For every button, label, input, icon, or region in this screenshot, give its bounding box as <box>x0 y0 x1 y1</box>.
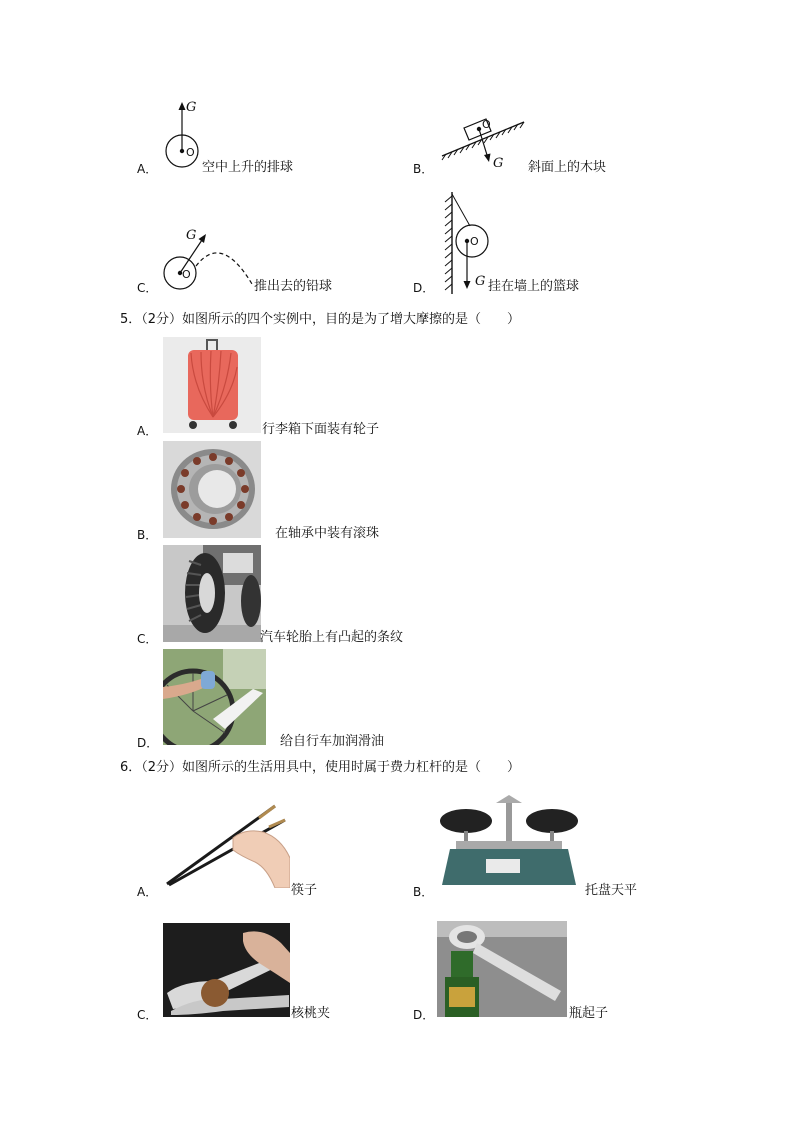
chopsticks-image <box>163 798 290 888</box>
q5-option-c-text: 汽车轮胎上有凸起的条纹 <box>260 630 404 645</box>
q5-option-b-letter: B． <box>137 528 158 542</box>
q6-option-b-letter: B． <box>413 885 434 899</box>
q4-d-point-label: O <box>470 235 479 248</box>
q5-option-d-letter: D． <box>137 736 159 750</box>
q4-diagram-c <box>160 226 260 294</box>
q4-option-b-text: 斜面上的木块 <box>528 160 607 175</box>
q5-option-a-letter: A． <box>137 424 158 438</box>
q5-stem: 5．（2分）如图所示的四个实例中，目的是为了增大摩擦的是（ ） <box>120 312 521 327</box>
bearing-image <box>163 441 261 538</box>
q5-option-a-text: 行李箱下面装有轮子 <box>262 422 380 437</box>
q6-option-c-text: 核桃夹 <box>291 1006 331 1021</box>
q4-a-point-label: O <box>186 146 195 159</box>
q6-option-c-letter: C． <box>137 1008 158 1022</box>
q4-option-d-text: 挂在墙上的篮球 <box>488 279 580 294</box>
q6-option-a-text: 筷子 <box>291 883 318 898</box>
q4-a-force-label: G <box>186 100 197 115</box>
q5-option-c-letter: C． <box>137 632 158 646</box>
tray-balance-image <box>436 793 582 891</box>
bicycle-oiling-image <box>163 649 266 745</box>
q6-stem: 6．（2分）如图所示的生活用具中，使用时属于费力杠杆的是（ ） <box>120 760 521 775</box>
q6-option-b-text: 托盘天平 <box>585 883 638 898</box>
q6-option-d-text: 瓶起子 <box>569 1006 609 1021</box>
q4-option-a-letter: A． <box>137 162 158 176</box>
q4-option-a-text: 空中上升的排球 <box>202 160 294 175</box>
q6-option-d-letter: D． <box>413 1008 435 1022</box>
q4-c-point-label: O <box>182 268 191 281</box>
suitcase-image <box>163 337 261 433</box>
q4-option-b-letter: B． <box>413 162 434 176</box>
bottle-opener-image <box>437 921 567 1017</box>
q4-option-d-letter: D． <box>413 281 435 295</box>
q4-c-force-label: G <box>186 228 197 243</box>
q5-option-d-text: 给自行车加润滑油 <box>280 734 385 749</box>
q4-d-force-label: G <box>475 274 486 289</box>
tractor-tire-image <box>163 545 261 642</box>
q4-b-point-label: O <box>482 118 491 131</box>
q6-option-a-letter: A． <box>137 885 158 899</box>
q4-option-c-text: 推出去的铅球 <box>254 279 333 294</box>
q5-option-b-text: 在轴承中装有滚珠 <box>275 526 380 541</box>
nutcracker-image <box>163 923 290 1017</box>
q4-b-force-label: G <box>493 156 504 171</box>
q4-option-c-letter: C． <box>137 281 158 295</box>
